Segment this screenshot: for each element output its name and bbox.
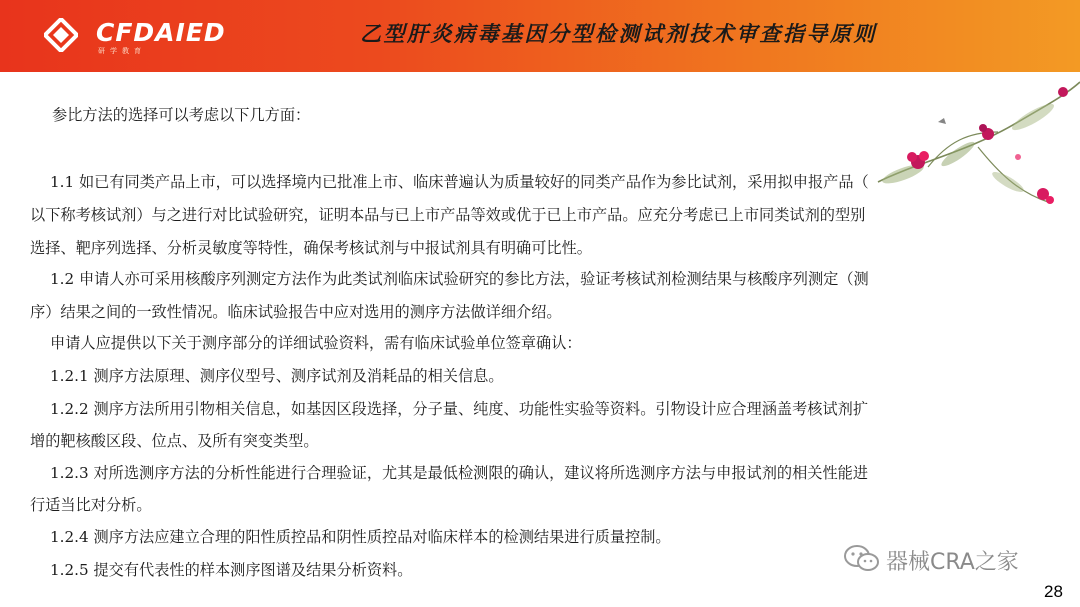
paragraph-line: 1.2.3 对所选测序方法的分析性能进行合理验证，尤其是最低检测限的确认，建议将所选测序方法与申报试剂的相关性能进 [50, 464, 869, 482]
logo-subtitle: 研学教育 [98, 47, 146, 55]
paragraph-line: 选择、靶序列选择、分析灵敏度等特性，确保考核试剂与中报试剂具有明确可比性。 [30, 239, 592, 257]
flower-decoration-icon [858, 62, 1080, 252]
paragraph-line: 1.2.2 测序方法所用引物相关信息，如基因区段选择，分子量、纯度、功能性实验等资料。引物设计应合理涵盖考核试剂扩 [50, 400, 869, 418]
logo-text: CFDAIED [96, 18, 226, 47]
paragraph-line: 增的靶核酸区段、位点、及所有突变类型。 [30, 432, 319, 450]
paragraph-line: 序）结果之间的一致性情况。临床试验报告中应对选用的测序方法做详细介绍。 [30, 303, 562, 321]
paragraph-line: 行适当比对分析。 [30, 496, 152, 514]
paragraph-line: 申请人应提供以下关于测序部分的详细试验资料，需有临床试验单位签章确认： [50, 334, 582, 352]
wechat-icon [842, 543, 882, 575]
page-number: 28 [1044, 582, 1063, 601]
paragraph-line: 1.2.4 测序方法应建立合理的阳性质控品和阴性质控品对临床样本的检测结果进行质量控制。 [50, 528, 671, 546]
slide-title: 乙型肝炎病毒基因分型检测试剂技术审查指导原则 [360, 21, 877, 46]
paragraph-line: 1.2.5 提交有代表性的样本测序图谱及结果分析资料。 [50, 561, 413, 579]
paragraph-line: 1.2 申请人亦可采用核酸序列测定方法作为此类试剂临床试验研究的参比方法，验证考核试剂检测结果与核酸序列测定（测 [50, 270, 869, 288]
paragraph-line: 以下称考核试剂）与之进行对比试验研究，证明本品与已上市产品等效或优于已上市产品。应充分考虑已上市同类试剂的型别 [30, 206, 866, 224]
logo-diamond-icon [44, 18, 78, 52]
watermark-text: 器械CRA之家 [886, 550, 1019, 575]
paragraph-line: 1.1 如已有同类产品上市，可以选择境内已批准上市、临床普遍认为质量较好的同类产品作为参比试剂，采用拟申报产品（ [50, 173, 869, 191]
logo [44, 12, 274, 58]
paragraph-line: 1.2.1 测序方法原理、测序仪型号、测序试剂及消耗品的相关信息。 [50, 367, 504, 385]
section-heading: 参比方法的选择可以考虑以下几方面： [52, 106, 311, 124]
